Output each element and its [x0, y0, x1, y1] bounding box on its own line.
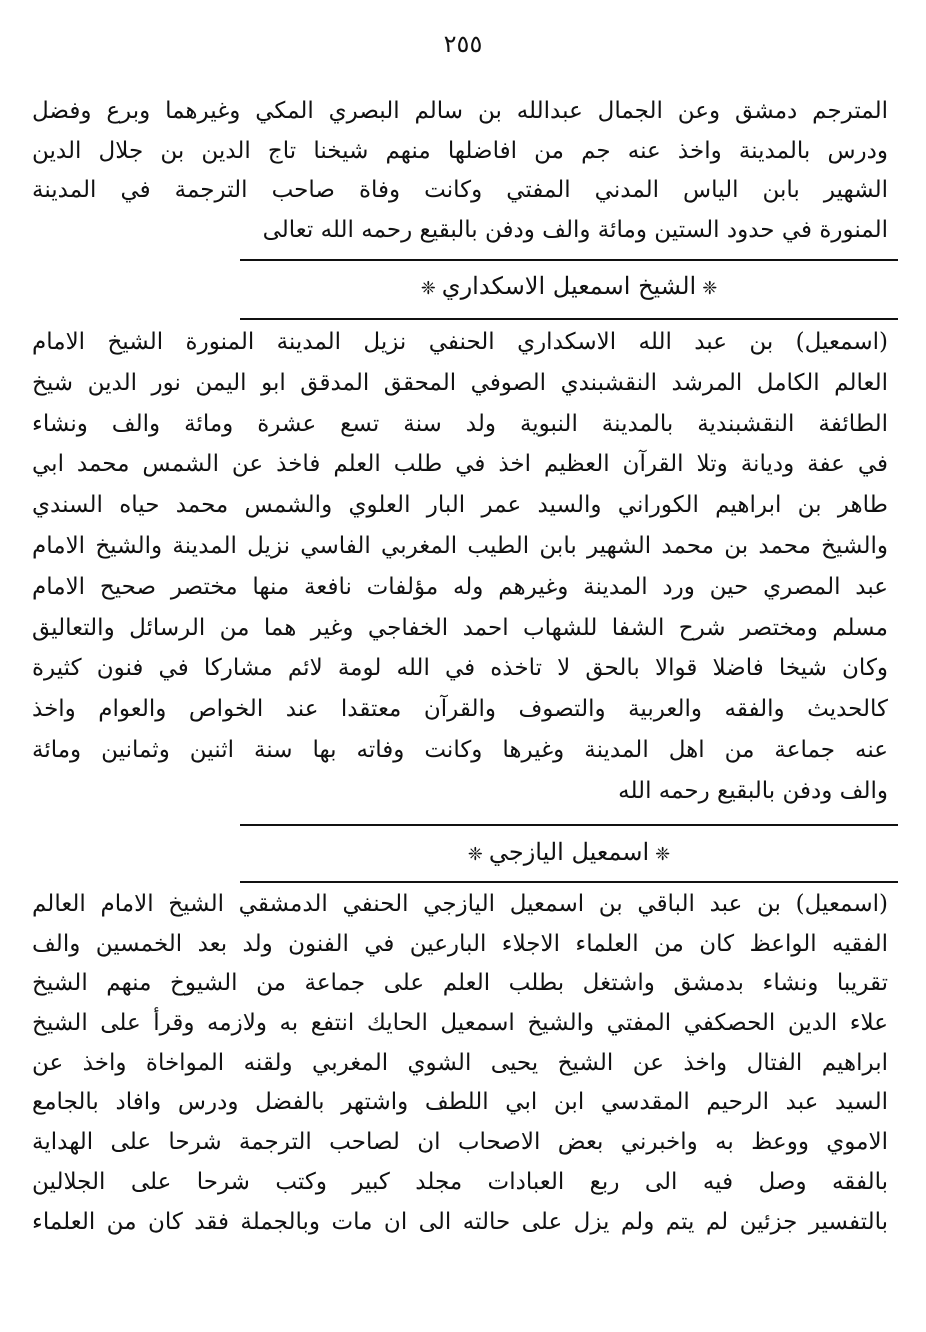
section-divider — [240, 881, 898, 883]
continued-biography-text — [32, 92, 888, 250]
text-line: بالتفسير جزئين لم يتم ولم يزل على حالته الى ان مات وبالجملة فقد كان من العلماء — [32, 1208, 888, 1235]
text-line: علاء الدين الحصكفي المفتي والشيخ اسمعيل الحايك انتفع به ولازمه وقرأ على الشيخ — [32, 1010, 888, 1037]
section-heading — [240, 272, 898, 300]
section-divider — [240, 259, 898, 261]
ornament-icon: ❈ — [702, 278, 718, 299]
page-number: ٢٥٥ — [443, 30, 483, 58]
text-line: والف ودفن بالبقيع رحمه الله — [618, 777, 888, 804]
section-heading-title: اسمعيل اليازجي — [488, 838, 650, 866]
text-line: مسلم ومختصر شرح الشفا للشهاب احمد الخفاجي وغير هما من الرسائل والتعاليق — [32, 614, 888, 641]
text-line: الشهير بابن الياس المدني المفتي وكانت وفاة صاحب الترجمة في المدينة — [32, 177, 888, 203]
text-line: طاهر بن ابراهيم الكوراني والسيد عمر البار العلوي والشمس محمد حياه السندي — [32, 492, 888, 519]
biography-ismail-al-iskandari — [32, 322, 888, 812]
text-line: عبد المصري حين ورد المدينة وغيرهم وله مؤلفات نافعة منها مختصر صحيح الامام — [32, 573, 888, 600]
text-line: والشيخ محمد بن محمد الشهير بابن الطيب المغربي الفاسي نزيل المدينة والشيخ الامام — [32, 532, 888, 559]
section-heading — [240, 838, 898, 866]
section-divider — [240, 318, 898, 320]
text-line: تقريبا ونشاء بدمشق واشتغل بطلب العلم على جماعة من الشيوخ منهم الشيخ — [32, 970, 888, 997]
ornament-icon: ❈ — [467, 844, 483, 865]
text-line: المترجم دمشق وعن الجمال عبدالله بن سالم البصري المكي وغيرهما وبرع وفضل — [32, 98, 888, 124]
text-line: في عفة وديانة وتلا القرآن العظيم اخذ في طلب العلم فاخذ عن الشمس محمد ابي — [32, 451, 888, 478]
text-line: الطائفة النقشبندية بالمدينة النبوية ولد سنة تسع عشرة ومائة والف ونشاء — [32, 410, 888, 437]
text-line: (اسمعيل) بن عبد الله الاسكداري الحنفي نزيل المدينة المنورة الشيخ الامام — [32, 329, 888, 355]
ornament-icon: ❈ — [420, 278, 436, 299]
text-line: بالفقه وصل فيه الى ربع العبادات مجلد كبير وكتب شرحا على الجلالين — [32, 1168, 888, 1195]
text-line: الفقيه الواعظ كان من العلماء الاجلاء البارعين في الفنون ولد بعد الخمسين والف — [32, 930, 888, 957]
section-heading-title: الشيخ اسمعيل الاسكداري — [441, 272, 697, 300]
text-line: الاموي ووعظ به واخبرني بعض الاصحاب ان لصاحب الترجمة شرحا على الهداية — [32, 1129, 888, 1156]
text-line: (اسمعيل) بن عبد الباقي بن اسمعيل اليازجي الحنفي الدمشقي الشيخ الامام العالم — [32, 891, 888, 917]
ornament-icon: ❈ — [655, 844, 671, 865]
text-line: ودرس بالمدينة واخذ عنه جم من افاضلها منهم شيخنا تاج الدين بن جلال الدين — [32, 137, 888, 164]
text-line: ابراهيم الفتال واخذ عن الشيخ يحيى الشوي المغربي ولقنه المواخاة واخذ عن — [32, 1049, 888, 1076]
text-line: كالحديث والفقه والعربية والتصوف والقرآن معتقدا عند الخواص والعوام واخذ — [32, 696, 888, 723]
text-line: المنورة في حدود الستين ومائة والف ودفن بالبقيع رحمه الله تعالى — [262, 216, 888, 243]
text-line: وكان شيخا فاضلا قوالا بالحق لا تاخذه في الله لومة لائم مشاركا في فنون كثيرة — [32, 655, 888, 682]
text-line: العالم الكامل المرشد النقشبندي الصوفي المحقق المدقق ابو اليمن نور الدين شيخ — [32, 369, 888, 396]
text-line: السيد عبد الرحيم المقدسي ابن ابي اللطف واشتهر بالفضل ودرس وافاد بالجامع — [32, 1089, 888, 1116]
biography-ismail-al-yaziji — [32, 885, 888, 1242]
text-line: عنه جماعة من اهل المدينة وغيرها وكانت وفاته بها سنة اثنين وثمانين ومائة — [32, 736, 888, 763]
section-divider — [240, 824, 898, 826]
